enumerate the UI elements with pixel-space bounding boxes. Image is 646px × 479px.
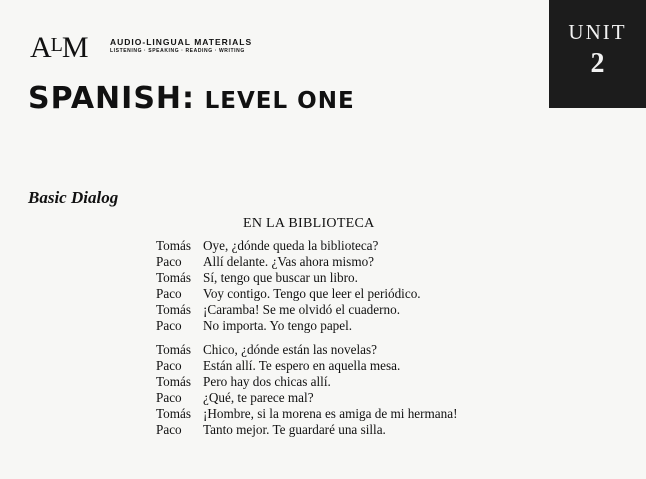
dialog-line <box>156 254 458 270</box>
dialog-speech: ¡Caramba! Se me olvidó el cuaderno. <box>203 302 401 317</box>
unit-number: 2 <box>590 48 605 79</box>
logo-text <box>110 37 252 55</box>
logo-mark-m: M <box>61 31 88 64</box>
dialog-speech: No importa. Yo tengo papel. <box>203 318 353 333</box>
dialog-speaker: Tomás <box>156 270 191 285</box>
dialog-speaker: Tomás <box>156 238 191 253</box>
dialog-speech: Pero hay dos chicas allí. <box>203 374 331 389</box>
dialog-speech: Oye, ¿dónde queda la biblioteca? <box>203 238 379 253</box>
dialog-speaker: Tomás <box>156 342 191 357</box>
dialog-speech: Voy contigo. Tengo que leer el periódico. <box>203 286 421 301</box>
book-title <box>28 81 355 118</box>
logo-publisher-line: AUDIO-LINGUAL MATERIALS <box>110 37 253 47</box>
dialog-speaker: Tomás <box>156 406 191 421</box>
dialog-speaker: Paco <box>156 318 182 333</box>
dialog-speech: Allí delante. ¿Vas ahora mismo? <box>203 254 375 269</box>
dialog-line <box>156 238 458 254</box>
book-title-level: LEVEL ONE <box>204 88 355 114</box>
book-title-language: SPANISH: <box>28 81 196 116</box>
dialog-speaker: Paco <box>156 254 182 269</box>
logo-skills-line: LISTENING · SPEAKING · READING · WRITING <box>110 48 245 54</box>
dialog-speech: ¡Hombre, si la morena es amiga de mi hermana! <box>203 406 458 421</box>
dialog <box>156 238 458 438</box>
dialog-speaker: Tomás <box>156 374 191 389</box>
dialog-line <box>156 270 458 286</box>
section-heading: Basic Dialog <box>28 188 119 207</box>
dialog-line <box>156 422 458 438</box>
dialog-speaker: Paco <box>156 422 182 437</box>
dialog-line <box>156 406 458 422</box>
dialog-speech: Están allí. Te espero en aquella mesa. <box>203 358 401 373</box>
dialog-speech: Chico, ¿dónde están las novelas? <box>203 342 377 357</box>
dialog-speaker: Paco <box>156 358 182 373</box>
dialog-line <box>156 286 458 302</box>
dialog-speech: ¿Qué, te parece mal? <box>203 390 314 405</box>
dialog-line <box>156 302 458 318</box>
dialog-speaker: Paco <box>156 390 182 405</box>
dialog-line <box>156 358 458 374</box>
dialog-line <box>156 374 458 390</box>
dialog-speaker: Paco <box>156 286 182 301</box>
dialog-line <box>156 342 458 358</box>
dialog-speech: Sí, tengo que buscar un libro. <box>203 270 358 285</box>
dialog-group <box>156 238 458 334</box>
dialog-line <box>156 390 458 406</box>
dialog-line <box>156 318 458 334</box>
dialog-title: EN LA BIBLIOTECA <box>243 216 375 231</box>
unit-label: UNIT <box>568 20 627 44</box>
dialog-speech: Tanto mejor. Te guardaré una silla. <box>203 422 386 437</box>
dialog-speaker: Tomás <box>156 302 191 317</box>
unit-badge <box>549 0 646 108</box>
logo-mark-l: L <box>50 34 62 56</box>
dialog-group <box>156 342 458 438</box>
logo-mark-a: A <box>30 31 51 64</box>
alm-logo-mark <box>30 28 88 65</box>
